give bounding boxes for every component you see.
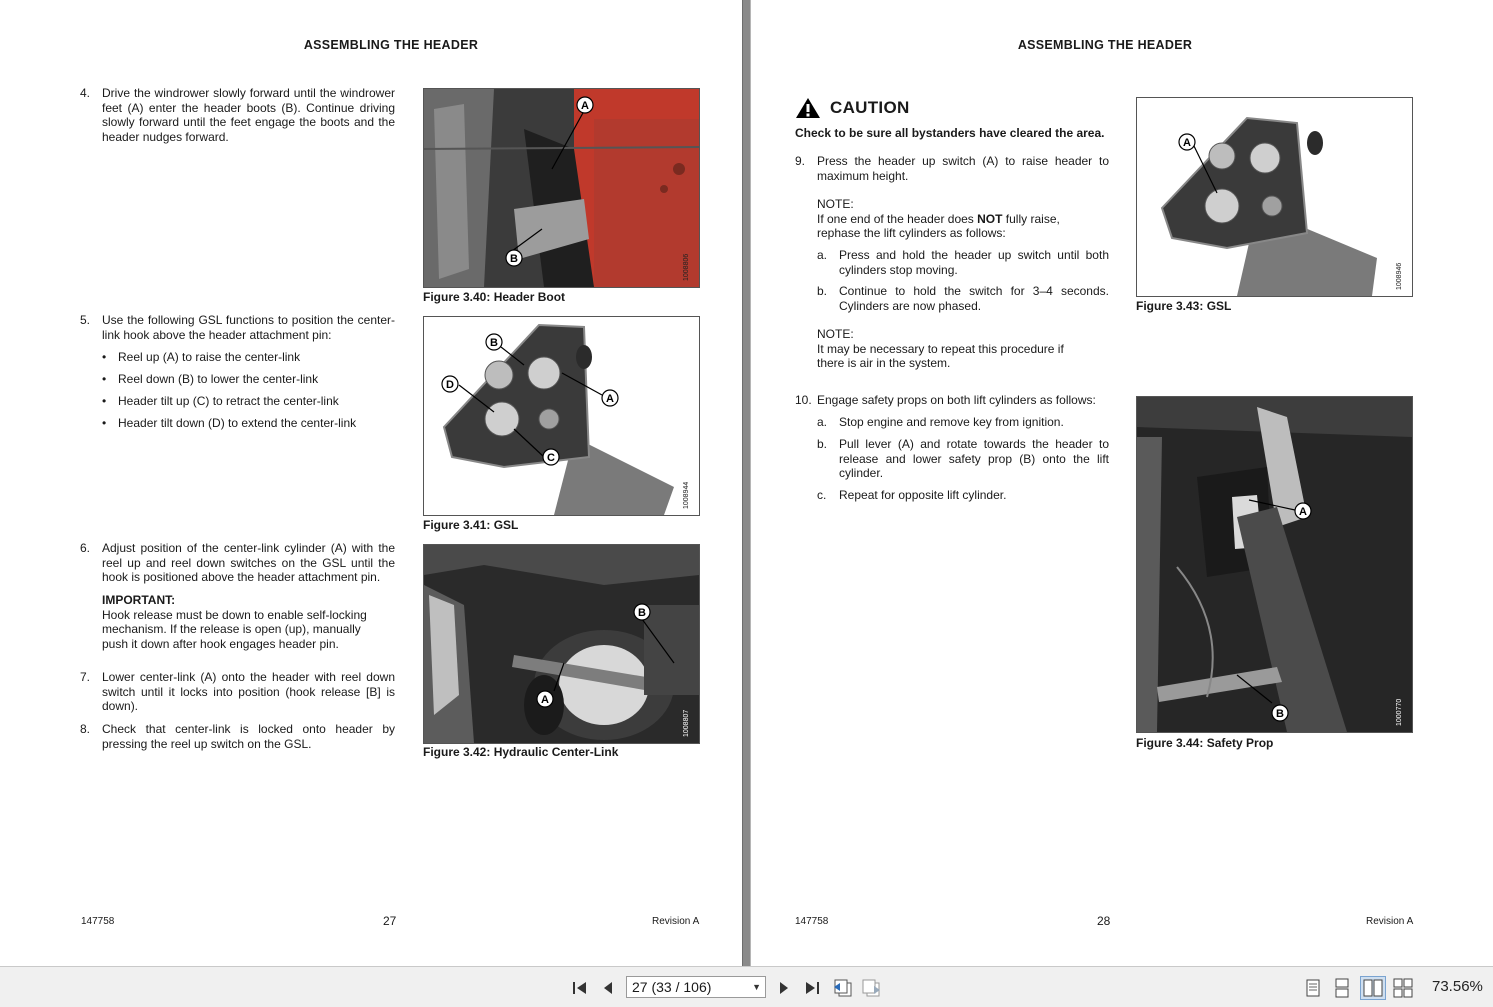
figure-caption: Figure 3.40: Header Boot [423, 290, 566, 304]
note-emphasis: NOT [977, 211, 1003, 226]
step-number: 5. [80, 313, 91, 327]
single-page-icon[interactable] [1303, 976, 1323, 1000]
zoom-level[interactable]: 73.56% [1432, 978, 1483, 995]
sub-step-text: Stop engine and remove key from ignition. [839, 415, 1064, 429]
center-link-photo [424, 545, 699, 743]
figure-caption: Figure 3.44: Safety Prop [1136, 736, 1274, 750]
sub-step-letter: a. [817, 248, 828, 262]
sub-step-text: Repeat for opposite lift cylinder. [839, 488, 1007, 502]
step-number: 10. [795, 393, 812, 407]
figure-id: 1000770 [1396, 698, 1403, 726]
header-boot-photo [424, 89, 699, 287]
step-number: 9. [795, 154, 806, 168]
figure-hydraulic-center-link [423, 544, 700, 744]
bullet-text: Reel up (A) to raise the center-link [118, 350, 301, 364]
figure-caption: Figure 3.42: Hydraulic Center-Link [423, 745, 619, 759]
bullet-symbol: • [102, 394, 107, 408]
safety-prop-photo [1137, 397, 1412, 732]
sub-step-letter: b. [817, 284, 828, 298]
previous-page-icon[interactable] [600, 976, 616, 1000]
important-note [102, 593, 396, 652]
important-text: Hook release must be down to enable self-locking mechanism. If the release is open (up), manually push it down after hook engages header pin. [102, 607, 367, 652]
left-page [0, 0, 742, 966]
callout-letter: B [510, 253, 518, 265]
chevron-down-icon: ▼ [752, 982, 761, 992]
right-page [751, 0, 1493, 966]
callout-letter: D [446, 379, 454, 391]
note-label: NOTE: [817, 327, 854, 341]
first-page-icon[interactable] [570, 976, 590, 1000]
callout-letter: A [1299, 506, 1307, 518]
note-block [817, 197, 1087, 241]
note-text-part: If one end of the header does [817, 211, 978, 226]
figure-safety-prop [1136, 396, 1413, 733]
sub-step-letter: a. [817, 415, 828, 429]
facing-pages-icon[interactable] [1360, 976, 1386, 1000]
callout-b [633, 603, 651, 626]
step-text: Press the header up switch (A) to raise header to maximum height. [817, 154, 1109, 183]
footer-doc-number: 147758 [795, 916, 829, 927]
page-gutter [742, 0, 751, 966]
step-text: Check that center-link is locked onto header by pressing the reel up switch on the GSL. [102, 722, 395, 751]
callout-letter: A [1183, 137, 1191, 149]
bullet-symbol: • [102, 372, 107, 386]
gsl-photo [424, 317, 699, 515]
page-number-select[interactable] [626, 976, 766, 998]
note-block [817, 327, 1087, 371]
continuous-facing-icon[interactable] [1392, 976, 1414, 1000]
step-number: 7. [80, 670, 91, 684]
navigation-toolbar [0, 966, 1493, 1007]
important-label: IMPORTANT: [102, 593, 176, 607]
step-text: Use the following GSL functions to position the center-link hook above the header attachment pin: [102, 313, 395, 342]
previous-view-icon[interactable] [832, 976, 854, 1000]
bullet-text: Header tilt down (D) to extend the center-link [118, 416, 357, 430]
step-number: 4. [80, 86, 91, 100]
bullet-symbol: • [102, 416, 107, 430]
step-number: 8. [80, 722, 91, 736]
figure-id: 1008946 [1396, 262, 1403, 290]
figure-gsl [423, 316, 700, 516]
caution-text: Check to be sure all bystanders have cleared the area. [795, 126, 1105, 140]
callout-b [505, 249, 523, 272]
caution-title: CAUTION [830, 98, 910, 117]
sub-step-letter: c. [817, 488, 827, 502]
callout-letter: A [581, 100, 589, 112]
bullet-symbol: • [102, 350, 107, 364]
callout-a [1294, 502, 1312, 525]
page-header-title: ASSEMBLING THE HEADER [303, 38, 479, 52]
figure-id: 1008807 [683, 709, 690, 737]
sub-step-text: Press and hold the header up switch until both cylinders stop moving. [839, 248, 1109, 277]
callout-c [542, 448, 560, 471]
callout-b [485, 333, 503, 356]
figure-id: 1008806 [683, 253, 690, 281]
continuous-page-icon[interactable] [1332, 976, 1352, 1000]
next-page-icon[interactable] [776, 976, 792, 1000]
page-number-value: 27 (33 / 106) [632, 979, 712, 995]
callout-a [1178, 133, 1196, 156]
footer-revision: Revision A [1366, 916, 1414, 927]
callout-letter: A [541, 694, 549, 706]
footer-revision: Revision A [652, 916, 700, 927]
bullet-text: Header tilt up (C) to retract the center-link [118, 394, 339, 408]
callout-a [576, 96, 594, 119]
gsl-photo [1137, 98, 1412, 296]
warning-icon [795, 97, 821, 119]
figure-gsl [1136, 97, 1413, 297]
sub-step-text: Pull lever (A) and rotate towards the header to release and lower safety prop (B) onto the lift cylinder. [839, 437, 1109, 481]
callout-a [601, 389, 619, 412]
note-text-part: fully raise, rephase the lift cylinders as follows: [817, 211, 1060, 241]
bullet-text: Reel down (B) to lower the center-link [118, 372, 319, 386]
callout-d [441, 375, 459, 398]
page-header-title: ASSEMBLING THE HEADER [1017, 38, 1193, 52]
figure-id: 1008944 [683, 481, 690, 509]
callout-b [1271, 704, 1289, 727]
callout-letter: B [490, 337, 498, 349]
sub-step-text: Continue to hold the switch for 3–4 seconds. Cylinders are now phased. [839, 284, 1109, 313]
figure-header-boot [423, 88, 700, 288]
step-number: 6. [80, 541, 91, 555]
footer-doc-number: 147758 [81, 916, 115, 927]
footer-page-number: 28 [1097, 914, 1111, 928]
callout-a [536, 690, 554, 713]
next-view-icon[interactable] [860, 976, 882, 1000]
callout-letter: C [547, 452, 555, 464]
figure-caption: Figure 3.41: GSL [423, 518, 519, 532]
sub-step-letter: b. [817, 437, 828, 451]
last-page-icon[interactable] [802, 976, 822, 1000]
step-text: Adjust position of the center-link cylinder (A) with the reel up and reel down switches on the GSL until the hook is positioned above the header attachment pin. [102, 541, 395, 585]
footer-page-number: 27 [383, 914, 397, 928]
note-text [817, 212, 1087, 241]
note-text: It may be necessary to repeat this procedure if there is air in the system. [817, 341, 1064, 371]
figure-caption: Figure 3.43: GSL [1136, 299, 1232, 313]
note-label: NOTE: [817, 197, 854, 211]
step-text: Lower center-link (A) onto the header with reel down switch until it locks into position (hook release [B] is down). [102, 670, 395, 714]
callout-letter: B [1276, 708, 1284, 720]
callout-letter: B [638, 607, 646, 619]
callout-letter: A [606, 393, 614, 405]
step-text: Engage safety props on both lift cylinders as follows: [817, 393, 1096, 407]
step-text: Drive the windrower slowly forward until the windrower feet (A) enter the header boots (B). Continue driving slowly forward until the feet engage the boots and the header nudges forward. [102, 86, 395, 145]
